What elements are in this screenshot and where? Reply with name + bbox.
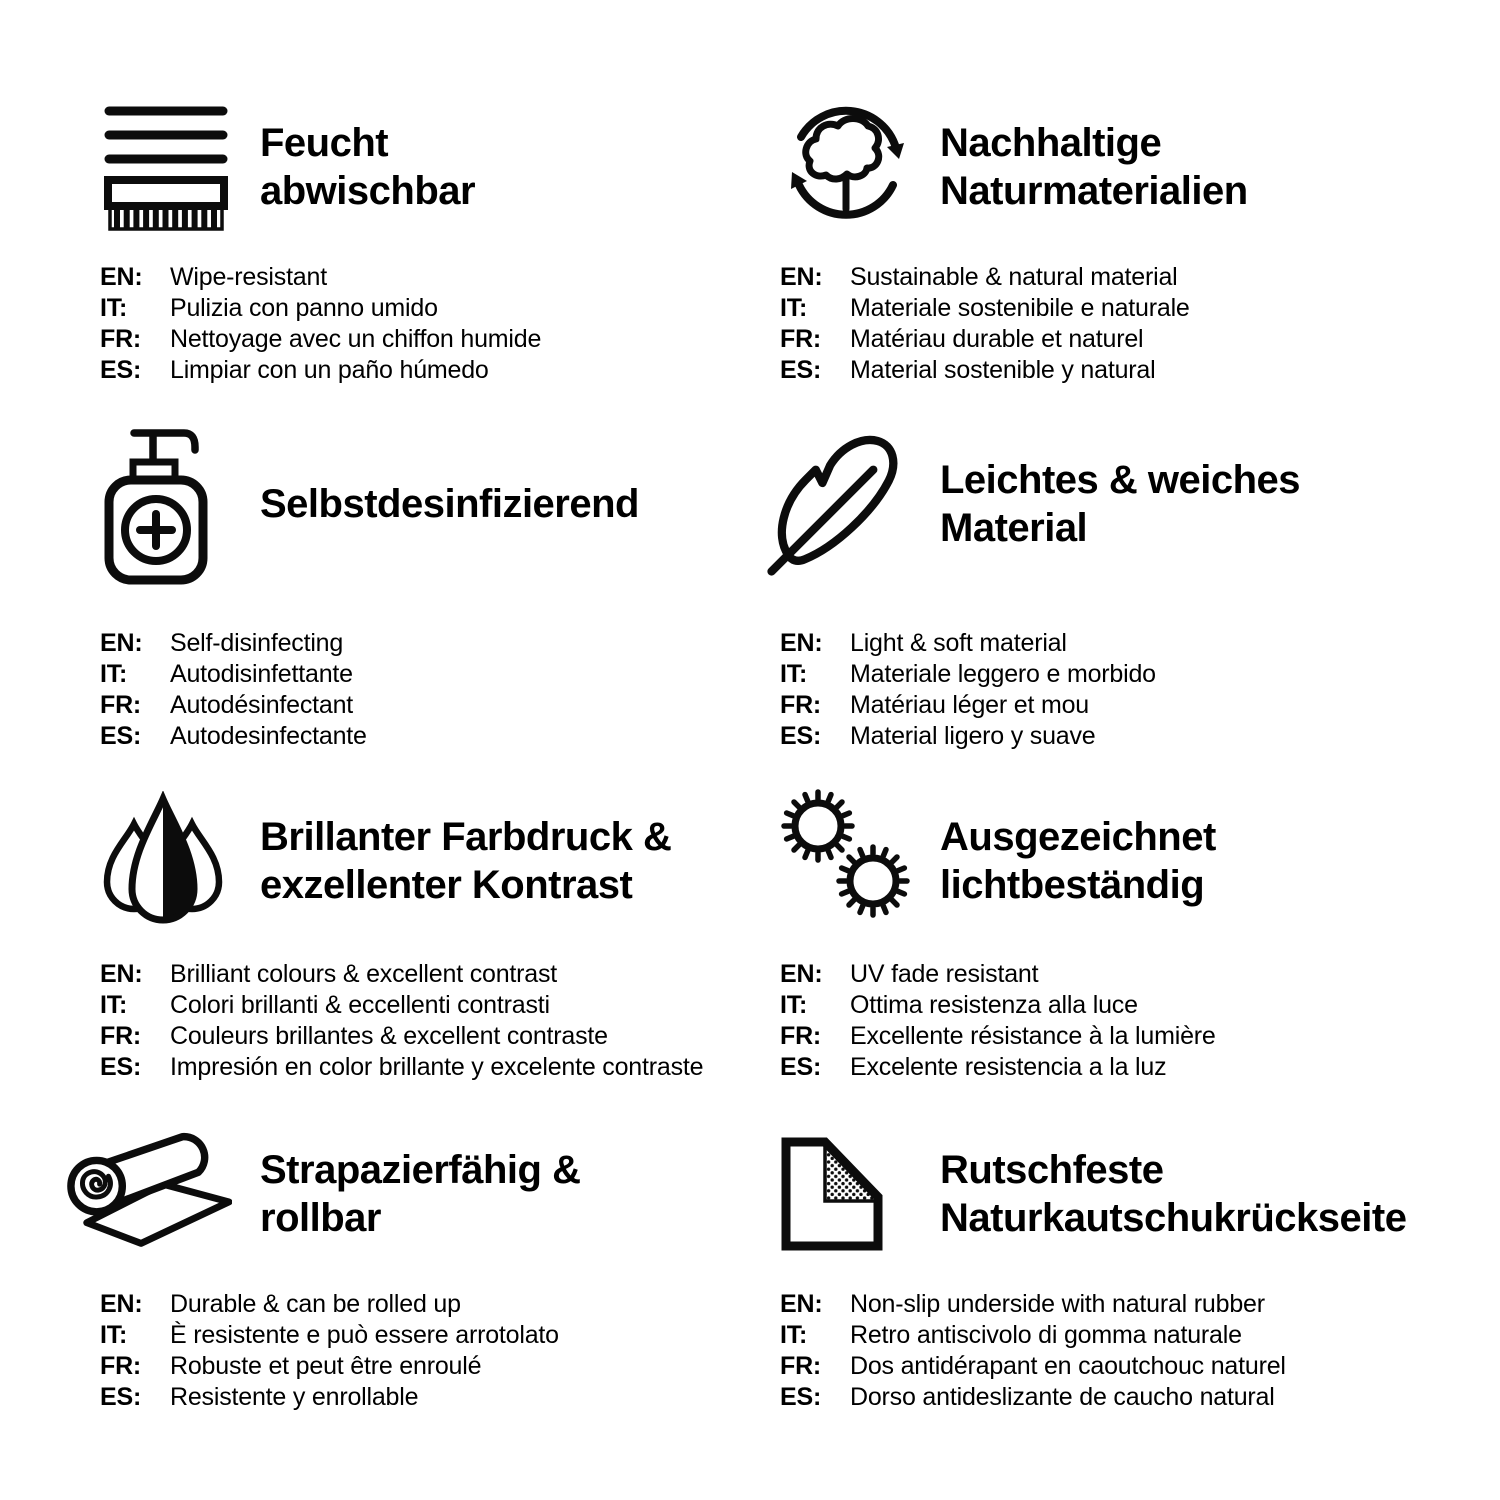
- title-line: Selbstdesinfizierend: [260, 482, 639, 526]
- title-line: rollbar: [260, 1196, 381, 1240]
- feature-light-soft-material: [780, 410, 1460, 785]
- translations: [100, 1289, 760, 1413]
- lang-label-en: EN:: [780, 1290, 823, 1318]
- lang-label-es: ES:: [100, 1383, 142, 1411]
- translation-en: UV fade resistant: [850, 960, 1039, 988]
- translation-en: Self-disinfecting: [170, 629, 344, 657]
- title-line: lichtbeständig: [940, 863, 1205, 907]
- rolled-mat-icon: [100, 1124, 232, 1264]
- feature-header: [100, 785, 760, 937]
- lang-label-it: IT:: [100, 294, 128, 322]
- translations: [100, 628, 760, 752]
- translations: [780, 959, 1460, 1083]
- translation-en: Brilliant colours & excellent contrast: [170, 960, 558, 988]
- translation-it: È resistente e può essere arrotolato: [170, 1321, 559, 1349]
- lang-label-fr: FR:: [780, 1022, 822, 1050]
- lang-label-it: IT:: [100, 660, 128, 688]
- feature-self-disinfecting: [100, 410, 760, 785]
- wipe-brush-icon: [100, 101, 232, 233]
- title-line: Nachhaltige: [940, 121, 1162, 165]
- lang-label-en: EN:: [100, 1290, 143, 1318]
- translation-en: Light & soft material: [850, 629, 1067, 657]
- folded-corner-icon: [780, 1135, 912, 1253]
- translation-it: Retro antiscivolo di gomma naturale: [850, 1321, 1242, 1349]
- feature-title: [940, 456, 1300, 552]
- translation-en: Durable & can be rolled up: [170, 1290, 461, 1318]
- translation-en: Sustainable & natural material: [850, 263, 1178, 291]
- lang-label-es: ES:: [100, 356, 142, 384]
- lang-label-en: EN:: [100, 629, 143, 657]
- lang-label-fr: FR:: [100, 325, 142, 353]
- recycle-tree-icon: [780, 101, 912, 233]
- translations: [100, 262, 760, 386]
- feature-header: [100, 410, 760, 598]
- translation-es: Autodesinfectante: [170, 722, 367, 750]
- lang-label-fr: FR:: [100, 691, 142, 719]
- translation-it: Materiale leggero e morbido: [850, 660, 1156, 688]
- lang-label-it: IT:: [100, 991, 128, 1019]
- translation-fr: Robuste et peut être enroulé: [170, 1352, 482, 1380]
- title-line: Naturmaterialien: [940, 169, 1248, 213]
- translation-fr: Matériau durable et naturel: [850, 325, 1144, 353]
- lang-label-es: ES:: [780, 356, 822, 384]
- translation-fr: Nettoyage avec un chiffon humide: [170, 325, 542, 353]
- translation-es: Material ligero y suave: [850, 722, 1096, 750]
- ink-drops-icon: [100, 791, 232, 931]
- title-line: Ausgezeichnet: [940, 815, 1216, 859]
- feature-header: [780, 88, 1460, 246]
- title-line: Material: [940, 506, 1088, 550]
- lang-label-fr: FR:: [100, 1022, 142, 1050]
- lang-label-en: EN:: [100, 263, 143, 291]
- feature-header: [780, 785, 1460, 937]
- lang-label-en: EN:: [780, 960, 823, 988]
- feature-sustainable-material: [780, 88, 1460, 410]
- lang-label-es: ES:: [780, 722, 822, 750]
- translations: [100, 959, 760, 1083]
- feature-title: [940, 119, 1248, 215]
- feature-title: [260, 480, 639, 528]
- lang-label-es: ES:: [780, 1053, 822, 1081]
- translations: [780, 262, 1460, 386]
- translation-es: Impresión en color brillante y excelente contraste: [170, 1053, 704, 1081]
- feature-durable-rollable: [100, 1123, 760, 1463]
- title-line: abwischbar: [260, 169, 476, 213]
- soap-dispenser-icon: [100, 422, 232, 586]
- feature-brilliant-colours: [100, 785, 760, 1123]
- feature-title: [260, 119, 475, 215]
- lang-label-it: IT:: [100, 1321, 128, 1349]
- lang-label-es: ES:: [100, 1053, 142, 1081]
- translations: [780, 628, 1460, 752]
- translation-es: Material sostenible y natural: [850, 356, 1156, 384]
- feature-title: [940, 1146, 1406, 1242]
- title-line: Leichtes & weiches: [940, 458, 1301, 502]
- feature-header: [780, 410, 1460, 598]
- translation-it: Pulizia con panno umido: [170, 294, 438, 322]
- translation-fr: Excellente résistance à la lumière: [850, 1022, 1216, 1050]
- feature-wipe-resistant: [100, 88, 760, 410]
- translation-fr: Couleurs brillantes & excellent contraste: [170, 1022, 608, 1050]
- translation-fr: Matériau léger et mou: [850, 691, 1089, 719]
- translation-en: Wipe-resistant: [170, 263, 327, 291]
- translation-it: Colori brillanti & eccellenti contrasti: [170, 991, 550, 1019]
- lang-label-es: ES:: [780, 1383, 822, 1411]
- translation-es: Resistente y enrollable: [170, 1383, 419, 1411]
- feature-title: [260, 813, 671, 909]
- translation-fr: Autodésinfectant: [170, 691, 354, 719]
- lang-label-fr: FR:: [780, 691, 822, 719]
- translation-fr: Dos antidérapant en caoutchouc naturel: [850, 1352, 1286, 1380]
- lang-label-it: IT:: [780, 1321, 808, 1349]
- title-line: exzellenter Kontrast: [260, 863, 633, 907]
- lang-label-fr: FR:: [780, 1352, 822, 1380]
- uv-suns-icon: [780, 781, 912, 941]
- translation-it: Autodisinfettante: [170, 660, 353, 688]
- feature-uv-resistant: [780, 785, 1460, 1123]
- feature-header: [100, 88, 760, 246]
- feature-nonslip-backing: [780, 1123, 1460, 1463]
- feature-title: [940, 813, 1216, 909]
- lang-label-it: IT:: [780, 294, 808, 322]
- feature-header: [780, 1123, 1460, 1265]
- lang-label-fr: FR:: [100, 1352, 142, 1380]
- translation-it: Ottima resistenza alla luce: [850, 991, 1138, 1019]
- translations: [780, 1289, 1460, 1413]
- feather-icon: [780, 429, 912, 579]
- title-line: Rutschfeste: [940, 1148, 1164, 1192]
- title-line: Feucht: [260, 121, 389, 165]
- translation-es: Dorso antideslizante de caucho natural: [850, 1383, 1275, 1411]
- features-grid: [100, 88, 1460, 1463]
- lang-label-en: EN:: [100, 960, 143, 988]
- lang-label-it: IT:: [780, 660, 808, 688]
- title-line: Brillanter Farbdruck &: [260, 815, 672, 859]
- title-line: Strapazierfähig &: [260, 1148, 581, 1192]
- lang-label-es: ES:: [100, 722, 142, 750]
- lang-label-en: EN:: [780, 629, 823, 657]
- translation-it: Materiale sostenibile e naturale: [850, 294, 1190, 322]
- lang-label-fr: FR:: [780, 325, 822, 353]
- title-line: Naturkautschukrückseite: [940, 1196, 1407, 1240]
- translation-es: Excelente resistencia a la luz: [850, 1053, 1167, 1081]
- feature-title: [260, 1146, 580, 1242]
- translation-en: Non-slip underside with natural rubber: [850, 1290, 1265, 1318]
- feature-header: [100, 1123, 760, 1265]
- lang-label-en: EN:: [780, 263, 823, 291]
- lang-label-it: IT:: [780, 991, 808, 1019]
- translation-es: Limpiar con un paño húmedo: [170, 356, 489, 384]
